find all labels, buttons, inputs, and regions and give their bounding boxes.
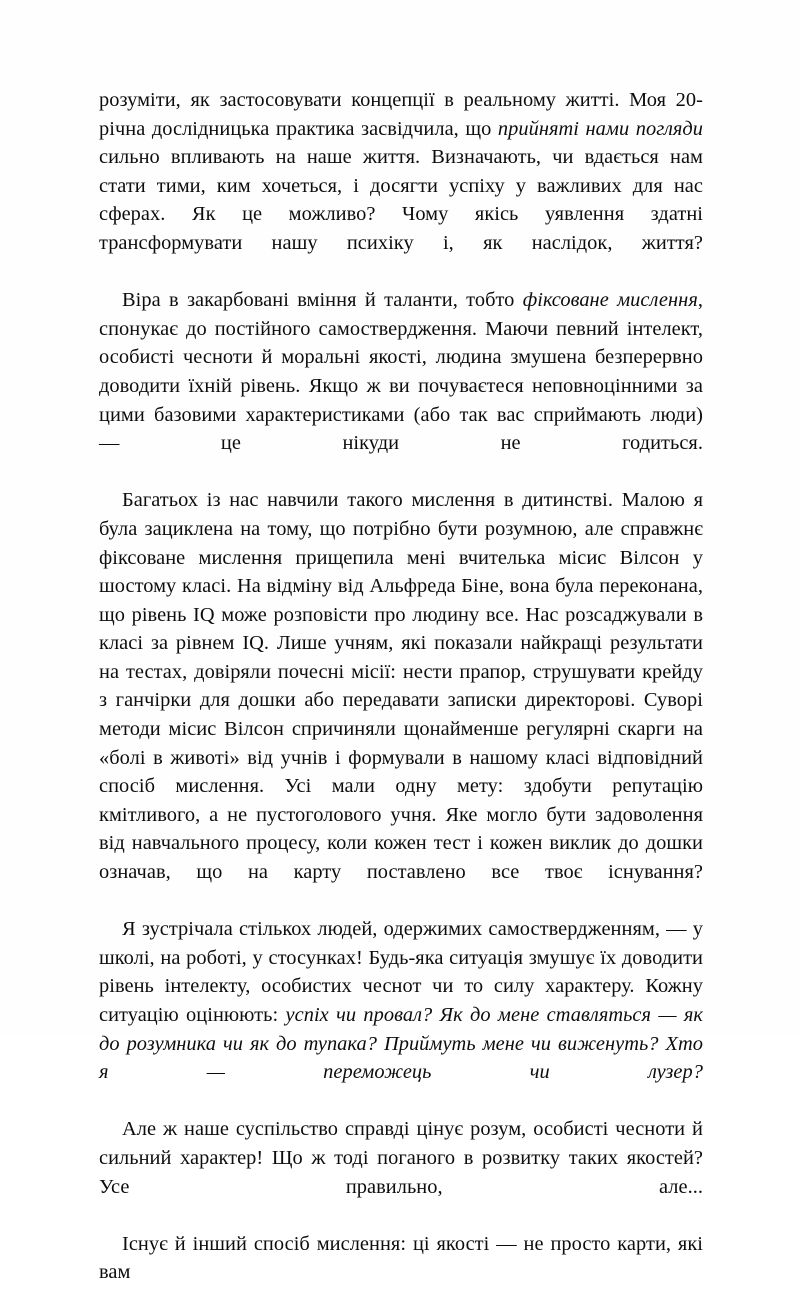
paragraph: [99, 286, 703, 486]
body-text: Існує й інший спосіб мислення: ці якості — не просто карти, які вам: [99, 1232, 703, 1284]
body-text: , спонукає до постійного самоствердження. Маючи певний інтелект, особисті чесноти й моральні якості, людина змушена безперервно доводити їхній рівень. Якщо ж ви почуваєтеся неповноцінними за цими базовими характеристиками (або так вас сприймають люди) — це нікуди не годиться.: [99, 289, 703, 455]
page-text-block: [99, 86, 703, 1316]
paragraph: [99, 86, 703, 286]
body-text: Але ж наше суспільство справді цінує розум, особисті чесноти й сильний характер! Що ж тоді поганого в розвитку таких якостей? Усе правильно, але...: [99, 1118, 703, 1198]
emphasis-text: прийняті нами погляди: [497, 117, 703, 140]
body-text: Віра в закарбовані вміння й таланти, тобто: [122, 289, 523, 312]
paragraph: [99, 915, 703, 1115]
body-text: Багатьох із нас навчили такого мислення в дитинстві. Малою я була зациклена на тому, що потрібно бути розумною, але справжнє фіксоване мислення прищепила мені вчителька місис Вілсон у шостому класі. На відміну від Альфреда Біне, вона була переконана, що рівень IQ може розповісти про людину все. Нас розсаджували в класі за рівнем IQ. Лише учням, які показали найкращі результати на тестах, довіряли почесні місії: нести прапор, струшувати крейду з ганчірки для дошки або передавати записки директорові. Суворі методи місис Вілсон спричиняли щонайменше регулярні скарги на «болі в животі» від учнів і формували в нашому класі відповідний спосіб мислення. Усі мали одну мету: здобути репутацію кмітливого, а не пустоголового учня. Яке могло бути задоволення від навчального процесу, коли кожен тест і кожен виклик до дошки означав, що на карту поставлено все твоє існування?: [99, 489, 703, 884]
paragraph: [99, 1230, 703, 1316]
body-text: Я зустрічала стількох людей, одержимих самоствердженням, — у школі, на роботі, у стосунках! Будь-яка ситуація змушує їх доводити рівень інтелекту, особистих чеснот чи то силу характеру. Кожну ситуацію оцінюють:: [99, 918, 703, 1026]
emphasis-text: фіксоване мислення: [522, 289, 698, 312]
paragraph: [99, 1115, 703, 1229]
paragraph: [99, 486, 703, 915]
body-text: сильно впливають на наше життя. Визначають, чи вдається нам стати тими, ким хочеться, і досягти успіху у важливих для нас сферах. Як це можливо? Чому якісь уявлення здатні трансформувати нашу психіку і, як наслідок, життя?: [99, 146, 703, 254]
emphasis-text: успіх чи провал? Як до мене ставляться — як до розумника чи як до тупака? Приймуть мене чи виженуть? Хто я — переможець чи лузер?: [99, 1004, 703, 1084]
body-text: розуміти, як застосовувати концепції в реальному житті. Моя 20-річна дослідницька практика засвідчила, що: [99, 89, 703, 140]
